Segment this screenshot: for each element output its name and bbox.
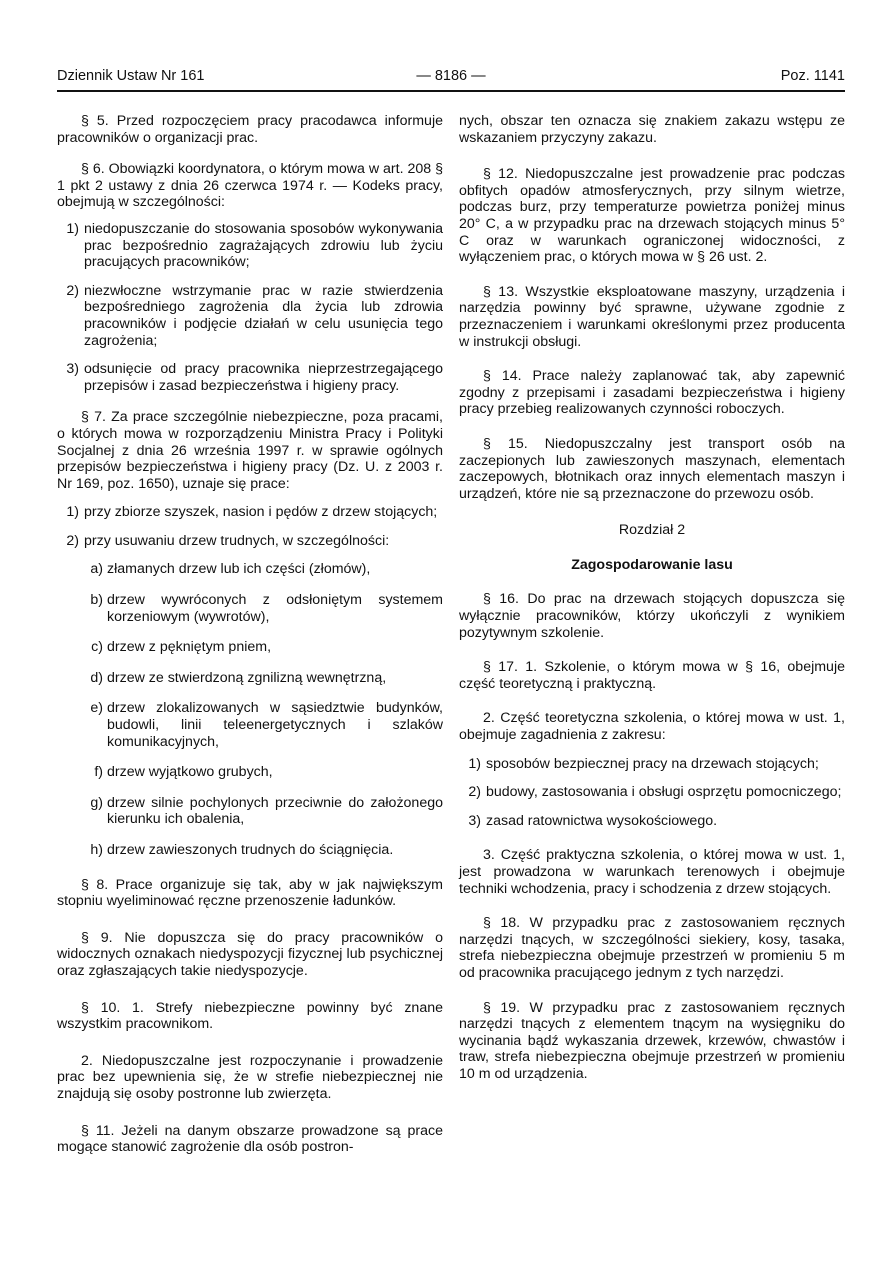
list-item — [57, 221, 443, 271]
sub-list-item — [87, 700, 443, 750]
paragraph-11-end: nych, obszar ten oznacza się znakiem zakazu wstępu ze wskazaniem przyczyny zakazu. — [459, 113, 845, 146]
sub-list-text: drzew wyjątkowo grubych, — [107, 764, 273, 781]
page-header — [57, 66, 845, 92]
sub-list-text: drzew zlokalizowanych w sąsiedztwie budynków, budowli, linii teleenergetycznych i szlaków komunikacyjnych, — [107, 700, 443, 750]
paragraph-11-start: § 11. Jeżeli na danym obszarze prowadzone są prace mogące stanowić zagrożenie dla osób postron- — [57, 1122, 443, 1156]
sub-list-item — [87, 795, 443, 828]
paragraph-7-intro: § 7. Za prace szczególnie niebezpieczne, poza pracami, o których mowa w rozporządzeniu Ministra Pracy i Polityki Socjalnej z dnia 26 września 1997 r. w sprawie ogólnych przepisów bezpieczeństwa i higieny pracy (Dz. U. z 2003 r. Nr 169, poz. 1650), uznaje się prace: — [57, 409, 443, 492]
list-item — [57, 361, 443, 394]
list-item — [459, 756, 845, 773]
left-column — [57, 113, 443, 1171]
chapter-title: Zagospodarowanie lasu — [571, 556, 733, 573]
list-number: 3) — [66, 361, 79, 378]
list-item — [57, 533, 443, 550]
sub-list-letter: f) — [94, 764, 103, 781]
list-item — [57, 283, 443, 349]
paragraph-6-intro: § 6. Obowiązki koordynatora, o którym mowa w art. 208 § 1 pkt 2 ustawy z dnia 26 czerwca 1974 r. — Kodeks pracy, obejmują w szczególności: — [57, 161, 443, 211]
paragraph-17-2-intro: 2. Część teoretyczna szkolenia, o której mowa w ust. 1, obejmuje zagadnienia z zakresu: — [459, 710, 845, 744]
list-text: niezwłoczne wstrzymanie prac w razie stwierdzenia bezpośredniego zagrożenia dla życia lub zdrowia pracowników i podjęcie działań w celu usunięcia tego zagrożenia; — [84, 282, 443, 349]
sub-list-text: drzew silnie pochylonych przeciwnie do założonego kierunku ich obalenia, — [107, 794, 443, 828]
list-item — [57, 504, 443, 521]
list-number: 2) — [66, 282, 79, 299]
paragraph-18: § 18. W przypadku prac z zastosowaniem ręcznych narzędzi tnących, w szczególności siekiery, kosy, tasaka, strefa niebezpieczna obejmuje przestrzeń w promieniu 5 m od pracownika pracującego jednym z tych narzędzi. — [459, 915, 845, 981]
list-text: odsunięcie od pracy pracownika nieprzestrzegającego przepisów i zasad bezpieczeństwa i higieny pracy. — [84, 361, 443, 394]
paragraph-8: § 8. Prace organizuje się tak, aby w jak największym stopniu wyeliminować ręczne przenoszenie ładunków. — [57, 876, 443, 910]
paragraph-16: § 16. Do prac na drzewach stojących dopuszcza się wyłącznie pracowników, którzy ukończyli z wynikiem pozytywnym szkolenie. — [459, 591, 845, 641]
list-number: 2) — [468, 784, 481, 801]
paragraph-10-2: 2. Niedopuszczalne jest rozpoczynanie i prowadzenie prac bez upewnienia się, że w strefie niebezpiecznej nie znajdują się osoby postronne lub zwierzęta. — [57, 1052, 443, 1102]
sub-list-letter: e) — [90, 700, 103, 717]
list-item — [459, 784, 845, 801]
paragraph-10-1: § 10. 1. Strefy niebezpieczne powinny być znane wszystkim pracownikom. — [57, 999, 443, 1033]
paragraph-15: § 15. Niedopuszczalny jest transport osób na zaczepionych lub zawieszonych maszynach, elementach zaczepowych, błotnikach oraz innych elementach maszyn i urządzeń, które nie są przeznaczone do przewozu osób. — [459, 435, 845, 502]
sub-list-item — [87, 842, 443, 859]
list-number: 1) — [66, 220, 79, 237]
sub-list-item — [87, 561, 443, 578]
list-number: 2) — [66, 532, 79, 549]
list-text: zasad ratownictwa wysokościowego. — [486, 812, 718, 829]
sub-list-text: drzew z pękniętym pniem, — [107, 639, 272, 656]
list-number: 3) — [468, 812, 481, 829]
list-text: sposobów bezpiecznej pracy na drzewach stojących; — [486, 755, 819, 772]
list-number: 1) — [468, 755, 481, 772]
sub-list-text: drzew zawieszonych trudnych do ściągnięcia. — [107, 842, 394, 858]
paragraph-12: § 12. Niedopuszczalne jest prowadzenie prac podczas obfitych opadów atmosferycznych, przy silnym wietrze, podczas burz, przy temperaturze powietrza poniżej minus 20° C, a w przypadku prac na drzewach stojących minus 5° C oraz w warunkach ograniczonej widoczności, z wyłączeniem prac, o których mowa w § 26 ust. 2. — [459, 166, 845, 266]
paragraph-13: § 13. Wszystkie eksploatowane maszyny, urządzenia i narzędzia powinny być sprawne, używane zgodnie z przeznaczeniem i warunkami określonymi przez producenta w instrukcji obsługi. — [459, 283, 845, 350]
right-column — [459, 113, 845, 1098]
list-text: niedopuszczanie do stosowania sposobów wykonywania prac bezpośrednio zagrażających zdrowiu lub życiu pracujących pracowników; — [84, 220, 443, 271]
sub-list-item — [87, 592, 443, 625]
chapter-label: Rozdział 2 — [618, 522, 686, 539]
sub-list-item — [87, 670, 443, 687]
page-number: — 8186 — — [416, 68, 486, 84]
sub-list-item — [87, 764, 443, 781]
paragraph-9: § 9. Nie dopuszcza się do pracy pracowników o widocznych oznakach niedyspozycji fizycznej lub psychicznej oraz zgłaszających takie niedyspozycje. — [57, 929, 443, 979]
sub-list-letter: h) — [90, 842, 103, 858]
sub-list-text: złamanych drzew lub ich części (złomów), — [107, 561, 371, 578]
sub-list-letter: d) — [90, 669, 103, 686]
paragraph-14: § 14. Prace należy zaplanować tak, aby zapewnić zgodny z przepisami i zasadami bezpieczeństwa i higieny pracy przebieg realizowanych czynności roboczych. — [459, 368, 845, 418]
paragraph-5: § 5. Przed rozpoczęciem pracy pracodawca informuje pracowników o organizacji prac. — [57, 113, 443, 146]
list-text: budowy, zastosowania i obsługi osprzętu pomocniczego; — [486, 784, 842, 801]
paragraph-19: § 19. W przypadku prac z zastosowaniem ręcznych narzędzi tnących z elementem tnącym na wysięgniku do wycinania bądź wykaszania drzewek, krzewów, chwastów i traw, strefa niebezpieczna obejmuje przestrzeń w promieniu 10 m od urządzenia. — [459, 999, 845, 1082]
sub-list-letter: b) — [90, 592, 103, 609]
sub-list-text: drzew ze stwierdzoną zgnilizną wewnętrzną, — [107, 669, 387, 686]
position-number: Poz. 1141 — [780, 68, 845, 84]
sub-list-item — [87, 639, 443, 656]
list-item — [459, 813, 845, 830]
paragraph-17-1: § 17. 1. Szkolenie, o którym mowa w § 16, obejmuje część teoretyczną i praktyczną. — [459, 659, 845, 692]
journal-title: Dziennik Ustaw Nr 161 — [57, 68, 205, 84]
sub-list-letter: a) — [90, 561, 103, 578]
list-text: przy usuwaniu drzew trudnych, w szczególności: — [84, 532, 390, 549]
sub-list-letter: c) — [91, 639, 103, 656]
sub-list-letter: g) — [90, 794, 103, 811]
list-number: 1) — [66, 504, 79, 521]
list-text: przy zbiorze szyszek, nasion i pędów z drzew stojących; — [84, 504, 438, 521]
paragraph-17-3: 3. Część praktyczna szkolenia, o której mowa w ust. 1, jest prowadzona w warunkach terenowych i obejmuje techniki wchodzenia, pracy i schodzenia z drzew stojących. — [459, 847, 845, 897]
sub-list-text: drzew wywróconych z odsłoniętym systemem korzeniowym (wywrotów), — [107, 592, 443, 625]
